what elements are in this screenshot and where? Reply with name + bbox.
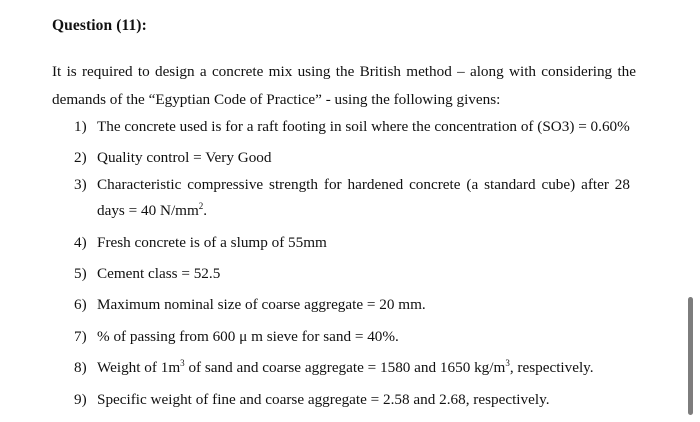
item-text: Weight of $1m^3$ of sand and coarse aggregate = 1580 and 1650 $kg/m^3$, respectively. bbox=[97, 358, 594, 376]
item-number: 1) bbox=[74, 118, 87, 135]
item-text: Quality control = Very Good bbox=[97, 149, 272, 166]
superscript: 2 bbox=[198, 201, 204, 211]
item-text: Characteristic compressive strength for hardened concrete (a standard cube) after 28 days = 40 $N/mm^2$. bbox=[97, 176, 630, 219]
item-number: 3) bbox=[74, 176, 87, 193]
item-number: 7) bbox=[74, 328, 87, 345]
given-item-6 bbox=[74, 296, 426, 314]
given-item-3 bbox=[74, 172, 630, 224]
superscript: 3 bbox=[180, 358, 185, 368]
given-item-2 bbox=[74, 149, 271, 167]
given-item-8 bbox=[74, 359, 594, 377]
item-text: The concrete used is for a raft footing in soil where the concentration of (SO3) = 0.60% bbox=[97, 118, 630, 135]
item-text: Fresh concrete is of a slump of 55mm bbox=[97, 234, 327, 251]
item-number: 5) bbox=[74, 265, 87, 282]
item-text: Cement class = 52.5 bbox=[97, 265, 221, 282]
given-item-7 bbox=[74, 328, 399, 346]
item-number: 6) bbox=[74, 296, 87, 313]
given-item-1 bbox=[74, 118, 630, 136]
item-text: Maximum nominal size of coarse aggregate = 20 mm. bbox=[97, 296, 426, 313]
item-number: 2) bbox=[74, 149, 87, 166]
given-item-5 bbox=[74, 265, 220, 283]
superscript: 3 bbox=[505, 358, 510, 368]
vertical-scrollbar-thumb[interactable] bbox=[688, 297, 693, 415]
item-number: 4) bbox=[74, 234, 87, 251]
item-text: % of passing from 600 μ m sieve for sand = 40%. bbox=[97, 328, 399, 345]
item-text: Specific weight of fine and coarse aggregate = 2.58 and 2.68, respectively. bbox=[97, 391, 550, 408]
given-item-4 bbox=[74, 234, 327, 252]
question-heading: Question (11): bbox=[52, 17, 147, 34]
given-item-9 bbox=[74, 391, 550, 409]
item-number: 9) bbox=[74, 391, 87, 408]
question-intro: It is required to design a concrete mix using the British method – along with considering the demands of the “Egyptian Code of Practice” - using the following givens: bbox=[52, 63, 636, 108]
item-number: 8) bbox=[74, 359, 87, 376]
